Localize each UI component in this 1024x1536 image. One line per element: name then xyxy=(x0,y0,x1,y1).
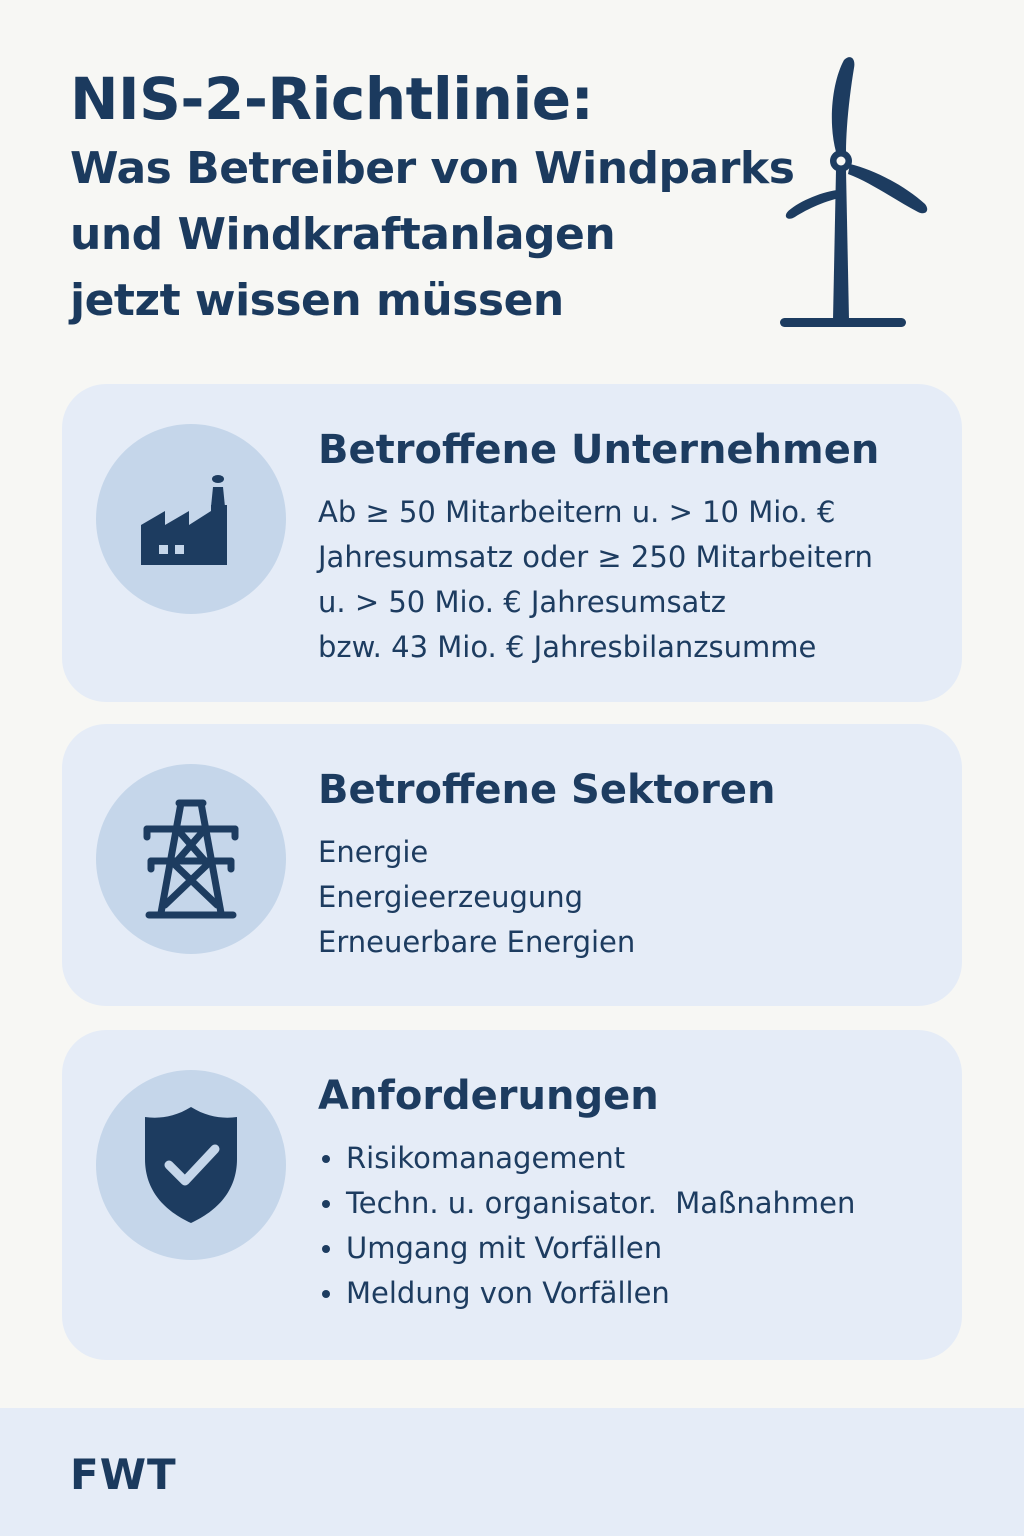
list-item xyxy=(318,1181,948,1226)
text-line: u. > 50 Mio. € Jahresumsatz xyxy=(318,585,726,619)
text-line: Jahresumsatz oder ≥ 250 Mitarbeitern xyxy=(318,540,873,574)
card-affected-sectors xyxy=(62,724,962,1006)
bullet-icon xyxy=(322,1155,330,1163)
bullet-icon xyxy=(322,1290,330,1298)
card-affected-companies xyxy=(62,384,962,702)
subtitle-line: Was Betreiber von Windparks xyxy=(70,143,795,194)
card-text xyxy=(318,1136,948,1316)
text-line: Energieerzeugung xyxy=(318,880,584,914)
wind-turbine-icon xyxy=(770,52,940,337)
list-item-label: Risikomanagement xyxy=(346,1141,626,1175)
footer-logo: FWT xyxy=(70,1450,177,1499)
header xyxy=(70,62,830,334)
icon-circle xyxy=(96,1070,286,1260)
bullet-icon xyxy=(322,1245,330,1253)
card-text xyxy=(318,490,948,670)
text-line: Erneuerbare Energien xyxy=(318,925,636,959)
card-text xyxy=(318,830,948,965)
list-item-label: Meldung von Vorfällen xyxy=(346,1276,670,1310)
card-title: Anforderungen xyxy=(318,1073,659,1119)
footer xyxy=(0,1408,1024,1536)
list-item xyxy=(318,1136,948,1181)
text-line: Ab ≥ 50 Mitarbeitern u. > 10 Mio. € xyxy=(318,495,836,529)
list-item-label: Umgang mit Vorfällen xyxy=(346,1231,663,1265)
list-item-label: Techn. u. organisator. Maßnahmen xyxy=(346,1186,856,1220)
list-item xyxy=(318,1226,948,1271)
card-title: Betroffene Unternehmen xyxy=(318,427,880,473)
icon-circle xyxy=(96,424,286,614)
card-requirements xyxy=(62,1030,962,1360)
requirements-list xyxy=(318,1136,948,1316)
icon-circle xyxy=(96,764,286,954)
text-line: Energie xyxy=(318,835,429,869)
subtitle-line: jetzt wissen müssen xyxy=(70,275,564,326)
page-title: NIS-2-Richtlinie: xyxy=(70,65,594,133)
page-subtitle xyxy=(70,136,830,334)
list-item xyxy=(318,1271,948,1316)
bullet-icon xyxy=(322,1200,330,1208)
power-pylon-icon xyxy=(141,797,241,921)
shield-check-icon xyxy=(141,1105,241,1225)
factory-icon xyxy=(139,467,243,571)
text-line: bzw. 43 Mio. € Jahresbilanzsumme xyxy=(318,630,817,664)
subtitle-line: und Windkraftanlagen xyxy=(70,209,616,260)
card-title: Betroffene Sektoren xyxy=(318,767,776,813)
